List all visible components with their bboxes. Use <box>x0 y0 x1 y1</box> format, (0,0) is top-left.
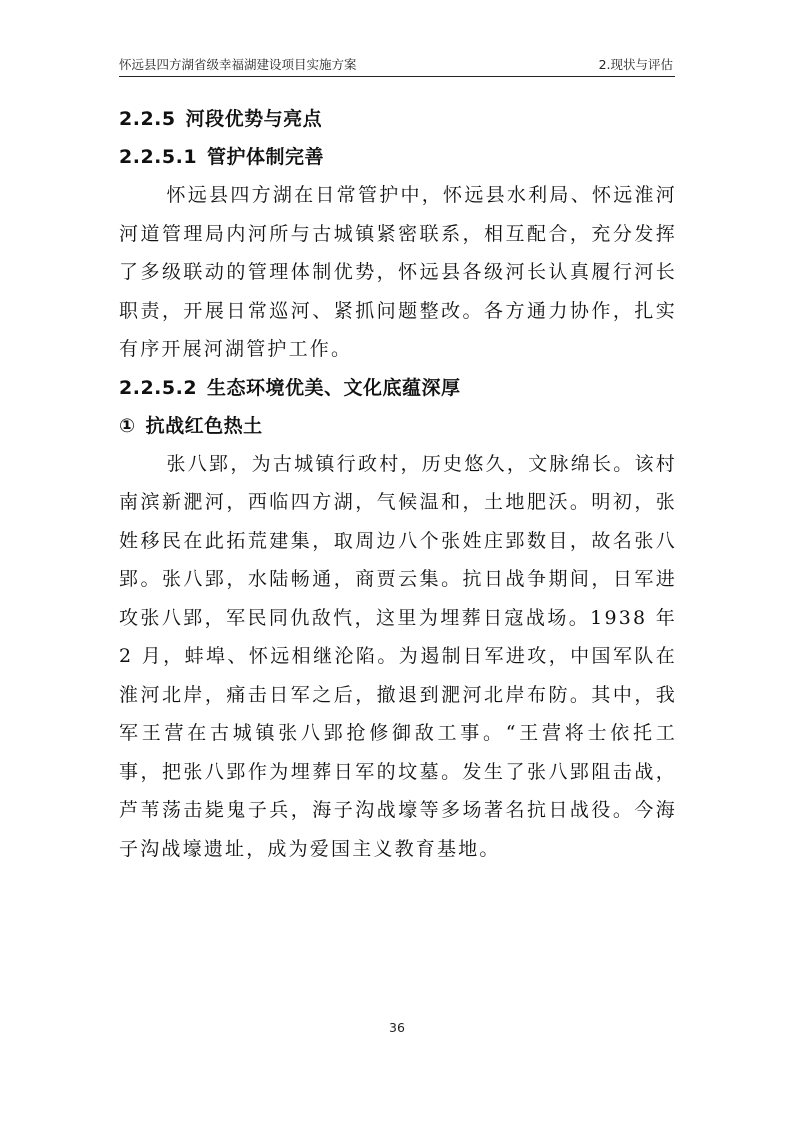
item-heading <box>119 407 677 445</box>
chapter-title: 2.现状与评估 <box>598 57 673 72</box>
subsection-heading <box>119 138 677 176</box>
subsection-title: 生态环境优美、文化底蕴深厚 <box>207 376 461 399</box>
item-title: 抗战红色热土 <box>145 414 263 437</box>
paragraph-management: 怀远县四方湖在日常管护中，怀远县水利局、怀远淮河河道管理局内河所与古城镇紧密联系，相互配合，充分发挥了多级联动的管理体制优势，怀远县各级河长认真履行河长职责，开展日常巡河、紧抓问题整改。各方通力协作，扎实有序开展河湖管护工作。 <box>119 184 677 360</box>
page-header <box>119 52 675 77</box>
item-marker: ① <box>119 414 136 437</box>
page-number: 36 <box>389 1020 405 1035</box>
page-body <box>119 100 677 868</box>
section-title: 河段优势与亮点 <box>185 108 323 130</box>
subsection-title: 管护体制完善 <box>207 146 325 168</box>
document-title: 怀远县四方湖省级幸福湖建设项目实施方案 <box>119 57 357 72</box>
subsection-heading <box>119 369 677 407</box>
subsection-number: 2.2.5.1 <box>119 146 198 168</box>
section-heading <box>119 100 677 138</box>
paragraph-history: 张八郢，为古城镇行政村，历史悠久，文脉绵长。该村南滨新淝河，西临四方湖，气候温和，土地肥沃。明初，张姓移民在此拓荒建集，取周边八个张姓庄郢数目，故名张八郢。张八郢，水陆畅通，商贾云集。抗日战争期间，日军进攻张八郢，军民同仇敌忾，这里为埋葬日寇战场。1938 年 2 月，蚌埠、怀远相继沦陷。为遏制日军进攻，中国军队在淮河北岸，痛击日军之后，撤退到淝河北岸布防。其中，我军王营在古城镇张八郢抢修御敌工事。“王营将士依托工事，把张八郢作为埋葬日军的坟墓。发生了张八郢阻击战，芦苇荡击毙鬼子兵，海子沟战壕等多场著名抗日战役。今海子沟战壕遗址，成为爱国主义教育基地。 <box>119 452 677 860</box>
section-number: 2.2.5 <box>119 108 176 130</box>
subsection-number: 2.2.5.2 <box>119 376 198 399</box>
